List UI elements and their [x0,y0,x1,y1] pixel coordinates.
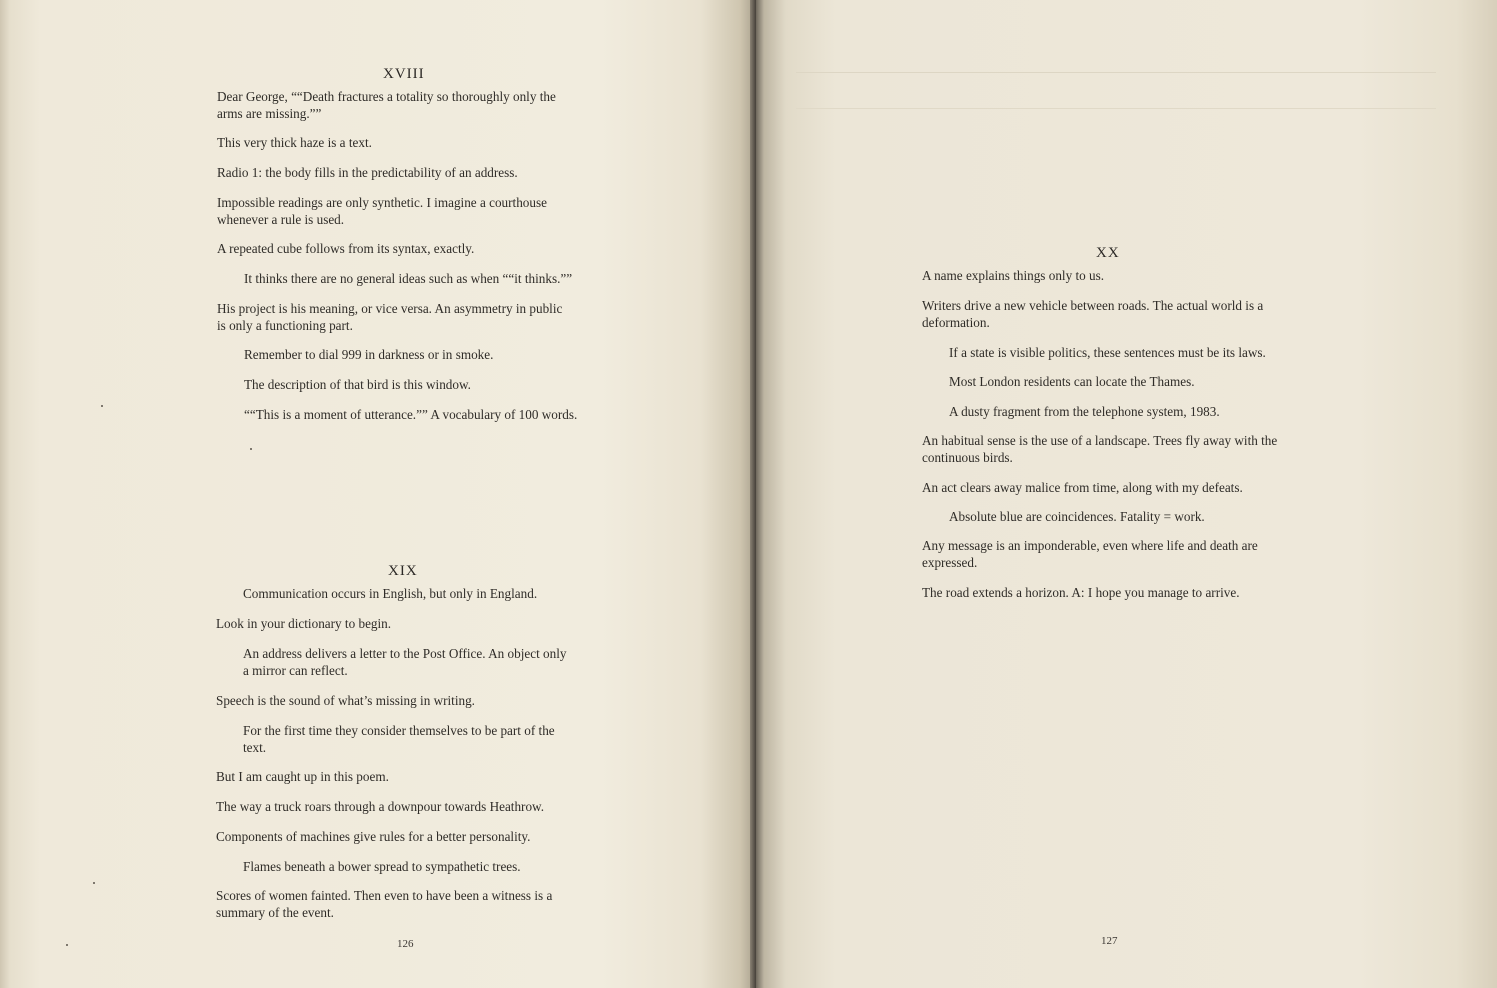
text-line: The description of that bird is this window. [244,377,471,392]
text-line: Scores of women fainted. Then even to have been a witness is a [216,888,553,903]
text-line: whenever a rule is used. [217,212,345,227]
section-title-xix: XIX [388,563,418,579]
text-line: a mirror can reflect. [243,663,348,678]
text-line: Flames beneath a bower spread to sympathetic trees. [243,859,521,874]
text-line: If a state is visible politics, these sentences must be its laws. [949,345,1266,360]
text-line: continuous birds. [922,450,1013,465]
text-line: Speech is the sound of what’s missing in writing. [216,693,475,708]
text-line: An address delivers a letter to the Post Office. An object only [243,646,567,661]
text-line: An habitual sense is the use of a landscape. Trees fly away with the [922,433,1278,448]
text-line: Writers drive a new vehicle between roads. The actual world is a [922,298,1264,313]
text-line: This very thick haze is a text. [217,135,372,150]
text-line: A dusty fragment from the telephone system, 1983. [949,404,1220,419]
text-line: Communication occurs in English, but only in England. [243,586,538,601]
text-line: ““This is a moment of utterance.”” A vocabulary of 100 words. [244,407,578,422]
text-line: Most London residents can locate the Thames. [949,374,1195,389]
text-line: But I am caught up in this poem. [216,769,389,784]
show-through-rule [796,108,1436,109]
text-line: The way a truck roars through a downpour towards Heathrow. [216,799,544,814]
text-line: arms are missing.”” [217,106,322,121]
text-line: It thinks there are no general ideas such as when ““it thinks.”” [244,271,573,286]
right-page [756,0,1497,988]
text-line: text. [243,740,267,755]
text-line: is only a functioning part. [217,318,353,333]
text-line: expressed. [922,555,978,570]
text-line: The road extends a horizon. A: I hope you manage to arrive. [922,585,1240,600]
show-through-rule [796,72,1436,73]
text-line: Look in your dictionary to begin. [216,616,392,631]
text-line: Components of machines give rules for a better personality. [216,829,531,844]
text-line: summary of the event. [216,905,334,920]
section-title-xx: XX [1096,245,1120,261]
text-line: A repeated cube follows from its syntax, exactly. [217,241,475,256]
text-line: Absolute blue are coincidences. Fatality = work. [949,509,1205,524]
text-line: A name explains things only to us. [922,268,1105,283]
text-line: Any message is an imponderable, even where life and death are [922,538,1258,553]
text-line: For the first time they consider themselves to be part of the [243,723,555,738]
text-line: An act clears away malice from time, along with my defeats. [922,480,1243,495]
section-title-xviii: XVIII [383,66,425,82]
page-number: 127 [1101,935,1118,947]
text-line: deformation. [922,315,990,330]
text-line: Impossible readings are only synthetic. I imagine a courthouse [217,195,547,210]
text-line: His project is his meaning, or vice versa. An asymmetry in public [217,301,563,316]
text-line: Radio 1: the body fills in the predictability of an address. [217,165,518,180]
text-line: Remember to dial 999 in darkness or in smoke. [244,347,494,362]
text-line: Dear George, ““Death fractures a totality so thoroughly only the [217,89,556,104]
page-number: 126 [397,938,414,950]
